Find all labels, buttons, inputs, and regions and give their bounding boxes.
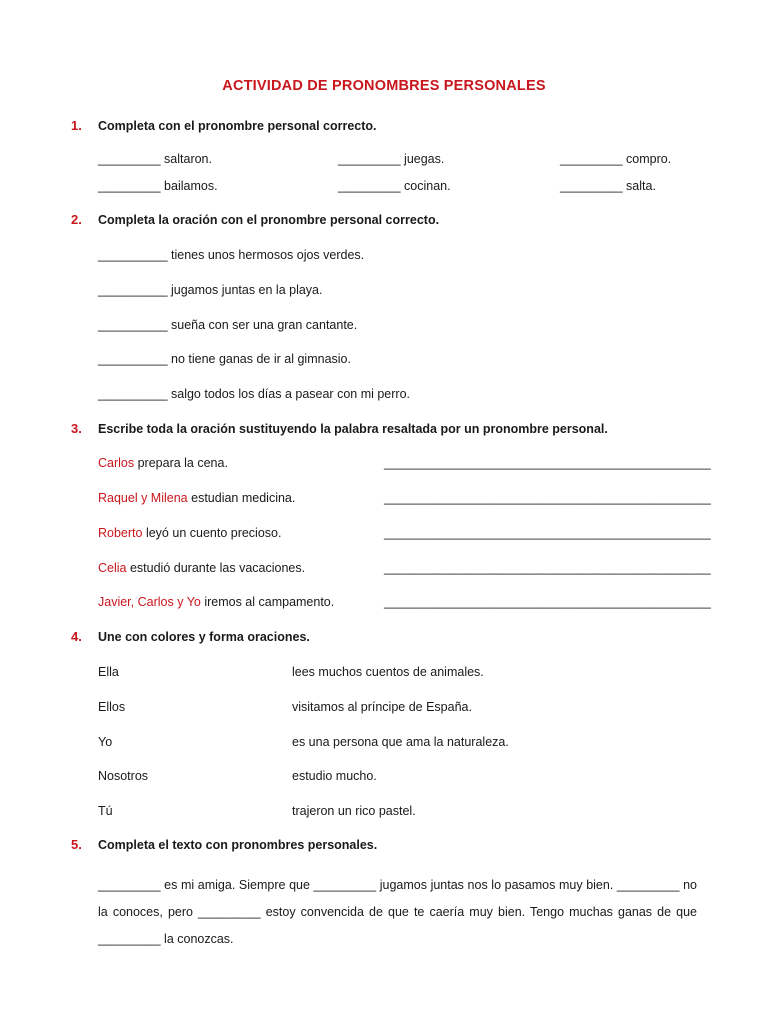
section-4-number: 4. [71, 629, 82, 644]
s3-answer-line-2: _______________________________________________ [384, 491, 711, 505]
s2-item-3: __________ sueña con ser una gran cantante. [98, 318, 358, 332]
s3-rest-4: estudió durante las vacaciones. [126, 561, 306, 575]
s4-phrase-1: lees muchos cuentos de animales. [292, 665, 484, 679]
s3-sentence-5 [98, 594, 334, 610]
section-2-number: 2. [71, 212, 82, 227]
s3-rest-5: iremos al campamento. [200, 595, 335, 609]
s5-paragraph: _________ es mi amiga. Siempre que _________ jugamos juntas nos lo pasamos muy bien. _________ no la conoces, pero _________ estoy convencida de que te caería muy bien. Tengo muchas ganas de que _________ la conozcas. [98, 878, 697, 946]
section-2-instruction: Completa la oración con el pronombre personal correcto. [98, 213, 440, 227]
s2-item-4: __________ no tiene ganas de ir al gimnasio. [98, 352, 351, 366]
s3-sentence-3 [98, 525, 281, 541]
s2-item-2: __________ jugamos juntas en la playa. [98, 283, 323, 297]
section-3-number: 3. [71, 421, 82, 436]
s3-rest-1: prepara la cena. [134, 456, 228, 470]
s4-phrase-4: estudio mucho. [292, 769, 377, 783]
s3-answer-line-5: _______________________________________________ [384, 595, 711, 609]
s2-item-5: __________ salgo todos los días a pasear con mi perro. [98, 387, 411, 401]
section-5-instruction: Completa el texto con pronombres personales. [98, 838, 378, 852]
s1-item-1: _________ saltaron. [98, 152, 212, 166]
s1-item-2: _________ juegas. [338, 152, 445, 166]
s3-answer-line-3: _______________________________________________ [384, 526, 711, 540]
s3-answer-line-4: _______________________________________________ [384, 561, 711, 575]
section-5-number: 5. [71, 837, 82, 852]
page-title: ACTIVIDAD DE PRONOMBRES PERSONALES [222, 78, 546, 94]
s4-pronoun-5: Tú [98, 804, 113, 818]
section-4-instruction: Une con colores y forma oraciones. [98, 630, 310, 644]
s1-item-4: _________ bailamos. [98, 179, 218, 193]
s3-highlight-5: Javier, Carlos y Yo [98, 595, 201, 609]
s4-pronoun-3: Yo [98, 735, 113, 749]
section-3-instruction: Escribe toda la oración sustituyendo la palabra resaltada por un pronombre personal. [98, 422, 608, 436]
s1-item-6: _________ salta. [560, 179, 656, 193]
s4-phrase-2: visitamos al príncipe de España. [292, 700, 472, 714]
s1-item-3: _________ compro. [560, 152, 672, 166]
s3-highlight-4: Celia [98, 561, 127, 575]
s4-pronoun-4: Nosotros [98, 769, 149, 783]
s3-highlight-1: Carlos [98, 456, 135, 470]
s4-pronoun-2: Ellos [98, 700, 126, 714]
s3-highlight-2: Raquel y Milena [98, 491, 188, 505]
section-1-instruction: Completa con el pronombre personal correcto. [98, 119, 377, 133]
section-1-number: 1. [71, 118, 82, 133]
s4-phrase-5: trajeron un rico pastel. [292, 804, 416, 818]
s2-item-1: __________ tienes unos hermosos ojos verdes. [98, 248, 365, 262]
s3-answer-line-1: _______________________________________________ [384, 456, 711, 470]
s3-sentence-2 [98, 490, 295, 506]
s3-rest-3: leyó un cuento precioso. [142, 526, 282, 540]
s3-rest-2: estudian medicina. [187, 491, 296, 505]
s4-pronoun-1: Ella [98, 665, 119, 679]
s4-phrase-3: es una persona que ama la naturaleza. [292, 735, 509, 749]
s3-sentence-4 [98, 560, 305, 576]
s3-highlight-3: Roberto [98, 526, 143, 540]
s1-item-5: _________ cocinan. [338, 179, 451, 193]
s3-sentence-1 [98, 455, 228, 471]
